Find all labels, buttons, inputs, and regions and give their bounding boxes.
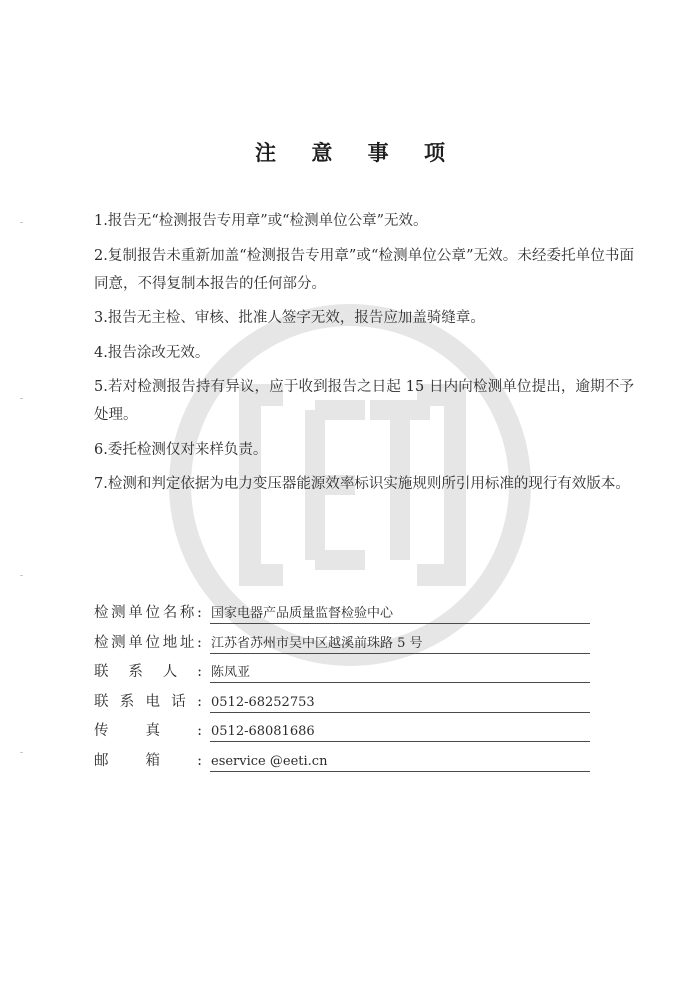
scan-edge-mark — [20, 575, 23, 576]
label-char: 检 — [94, 605, 109, 621]
notice-item-2: 2.复制报告未重新加盖“检测报告专用章”或“检测单位公章”无效。未经委托单位书面同意，不得复制本报告的任何部分。 — [94, 247, 634, 292]
label-char: 单 — [128, 634, 143, 651]
contact-row-address — [94, 630, 594, 660]
contact-label — [94, 633, 202, 653]
contact-info — [94, 600, 594, 778]
notice-item-6: 6.委托检测仅对来样负责。 — [94, 441, 268, 458]
contact-row-phone — [94, 689, 594, 719]
contact-value-email: eservice @eeti.cn — [210, 752, 590, 772]
label-char: 位 — [145, 634, 161, 651]
contact-label — [94, 721, 202, 741]
notice-item-7: 7.检测和判定依据为电力变压器能源效率标识实施规则所引用标准的现行有效版本。 — [94, 476, 630, 492]
scan-edge-mark — [20, 222, 23, 223]
label-char: 话 — [171, 693, 186, 710]
label-char: 系 — [119, 693, 135, 710]
notice-item-4: 4.报告涂改无效。 — [94, 344, 210, 361]
label-char: 联 — [94, 693, 109, 710]
contact-value-phone: 0512-68252753 — [210, 693, 590, 713]
label-char: : — [197, 605, 202, 621]
label-char: : — [197, 723, 202, 740]
notice-item-3: 3.报告无主检、审核、批准人签字无效，报告应加盖骑缝章。 — [94, 310, 485, 326]
label-char: 单 — [128, 605, 143, 621]
contact-label — [94, 662, 202, 682]
notice-item-1: 1.报告无“检测报告专用章”或“检测单位公章”无效。 — [94, 213, 428, 229]
label-char: 系 — [128, 664, 143, 681]
label-char: 箱 — [145, 752, 161, 769]
notice-item-5: 5.若对检测报告持有异议，应于收到报告之日起 15 日内向检测单位提出，逾期不予处理。 — [94, 379, 634, 423]
contact-value-address: 江苏省苏州市吴中区越溪前珠路 5 号 — [210, 634, 590, 654]
label-char: 名 — [162, 605, 178, 621]
label-char: 位 — [145, 605, 161, 621]
scan-edge-mark — [20, 752, 23, 753]
contact-label — [94, 751, 202, 771]
label-char: 传 — [94, 723, 109, 740]
scan-edge-mark — [20, 398, 23, 399]
label-char: : — [197, 693, 202, 710]
label-char: : — [197, 752, 202, 769]
contact-row-fax — [94, 718, 594, 748]
contact-value-fax: 0512-68081686 — [210, 722, 590, 742]
notice-list — [94, 207, 634, 505]
label-char: 邮 — [94, 752, 109, 769]
label-char: 电 — [145, 693, 161, 710]
contact-value-unit-name: 国家电器产品质量监督检验中心 — [210, 604, 590, 624]
contact-label — [94, 692, 202, 712]
label-char: : — [197, 664, 202, 681]
contact-row-person — [94, 659, 594, 689]
label-char: 地 — [162, 634, 178, 651]
contact-label — [94, 603, 202, 623]
label-char: 真 — [145, 723, 161, 740]
label-char: 测 — [111, 634, 126, 651]
contact-row-unit-name — [94, 600, 594, 630]
label-char: 址 — [179, 634, 195, 651]
label-char: 称 — [179, 605, 195, 621]
label-char: 联 — [94, 664, 109, 681]
contact-row-email — [94, 748, 594, 778]
page-title: 注 意 事 项 — [255, 140, 459, 165]
label-char: 检 — [94, 634, 109, 651]
contact-value-person: 陈凤亚 — [210, 663, 590, 683]
label-char: 人 — [162, 664, 178, 681]
label-char: 测 — [111, 605, 126, 621]
label-char: : — [197, 634, 202, 651]
